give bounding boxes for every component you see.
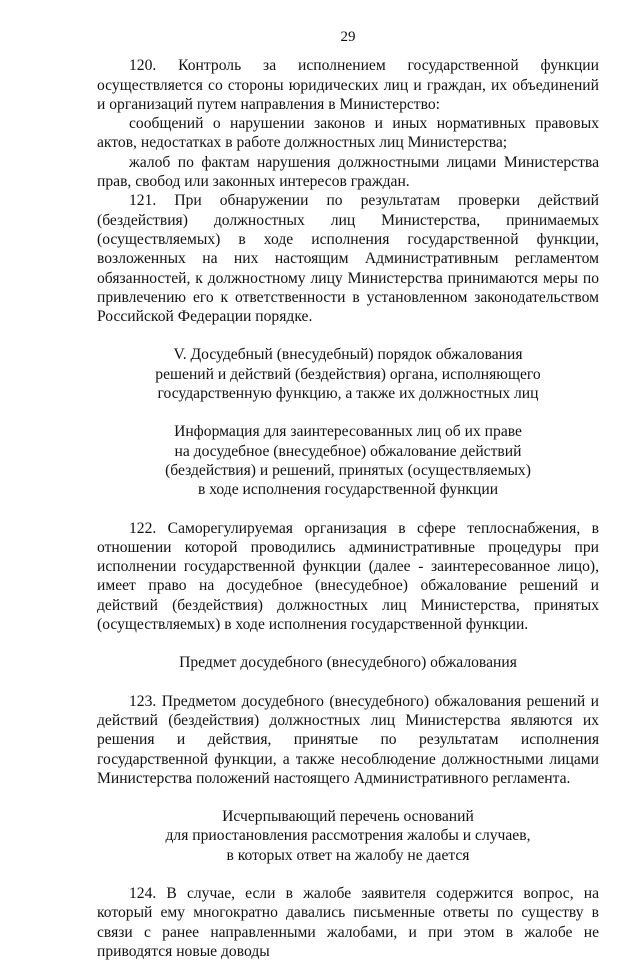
grounds-heading-line-3: в которых ответ на жалобу не дается xyxy=(226,846,470,864)
grounds-heading xyxy=(97,807,599,865)
subject-heading: Предмет досудебного (внесудебного) обжалования xyxy=(179,654,517,672)
info-heading-line-1: Информация для заинтересованных лиц об их праве xyxy=(174,423,522,441)
paragraph-124: 124. В случае, если в жалобе заявителя содержится вопрос, на который ему многократно давались письменные ответы по существу в связи с ранее направленными жалобами, и при этом в жалобе не приводятся новые доводы xyxy=(97,884,599,960)
paragraph-120-item-2: жалоб по фактам нарушения должностными лицами Министерства прав, свобод или законных интересов граждан. xyxy=(97,153,599,191)
section-v-heading xyxy=(97,345,599,403)
paragraph-120: 120. Контроль за исполнением государственной функции осуществляется со стороны юридических лиц и граждан, их объединений и организаций путем направления в Министерство: xyxy=(97,57,599,113)
info-heading xyxy=(97,422,599,499)
section-v-heading-line-2: решений и действий (бездействия) органа, исполняющего xyxy=(155,365,541,383)
info-heading-line-2: на досудебное (внесудебное) обжалование действий xyxy=(174,442,522,460)
paragraph-120-item-1: сообщений о нарушении законов и иных нормативных правовых актов, недостатках в работе должностных лиц Министерства; xyxy=(97,115,599,152)
paragraph-123: 123. Предметом досудебного (внесудебного) обжалования решений и действий (бездействия) должностных лиц Министерства являются их решения и действия, принятые по результатам исполнения государственной функции, а также несоблюдение должностными лицами Министерства положений настоящего Административного регламента. xyxy=(97,692,599,787)
page-number: 29 xyxy=(340,29,356,45)
section-v-heading-line-3: государственную функцию, а также их должностных лиц xyxy=(157,385,539,403)
document-page xyxy=(97,28,599,961)
info-heading-line-4: в ходе исполнения государственной функции xyxy=(197,481,499,499)
grounds-heading-line-2: для приостановления рассмотрения жалобы и случаев, xyxy=(165,827,531,845)
grounds-heading-line-1: Исчерпывающий перечень оснований xyxy=(222,808,474,826)
paragraph-121: 121. При обнаружении по результатам проверки действий (бездействия) должностных лиц Министерства, принимаемых (осуществляемых) в ходе исполнения государственной функции, возложенных на них настоящим Административным регламентом обязанностей, к должностному лицу Министерства принимаются меры по привлечению его к ответственности в установленном законодательством Российской Федерации порядке. xyxy=(97,192,599,326)
section-v-heading-line-1: V. Досудебный (внесудебный) порядок обжалования xyxy=(173,346,523,364)
info-heading-line-3: (бездействия) и решений, принятых (осуществляемых) xyxy=(165,461,531,479)
paragraph-122: 122. Саморегулируемая организация в сфере теплоснабжения, в отношении которой проводились административные процедуры при исполнении государственной функции (далее - заинтересованное лицо), имеет право на досудебное (внесудебное) обжалование решений и действий (бездействия) должностных лиц Министерства, принятых (осуществляемых) в ходе исполнения государственной функции. xyxy=(97,519,599,634)
